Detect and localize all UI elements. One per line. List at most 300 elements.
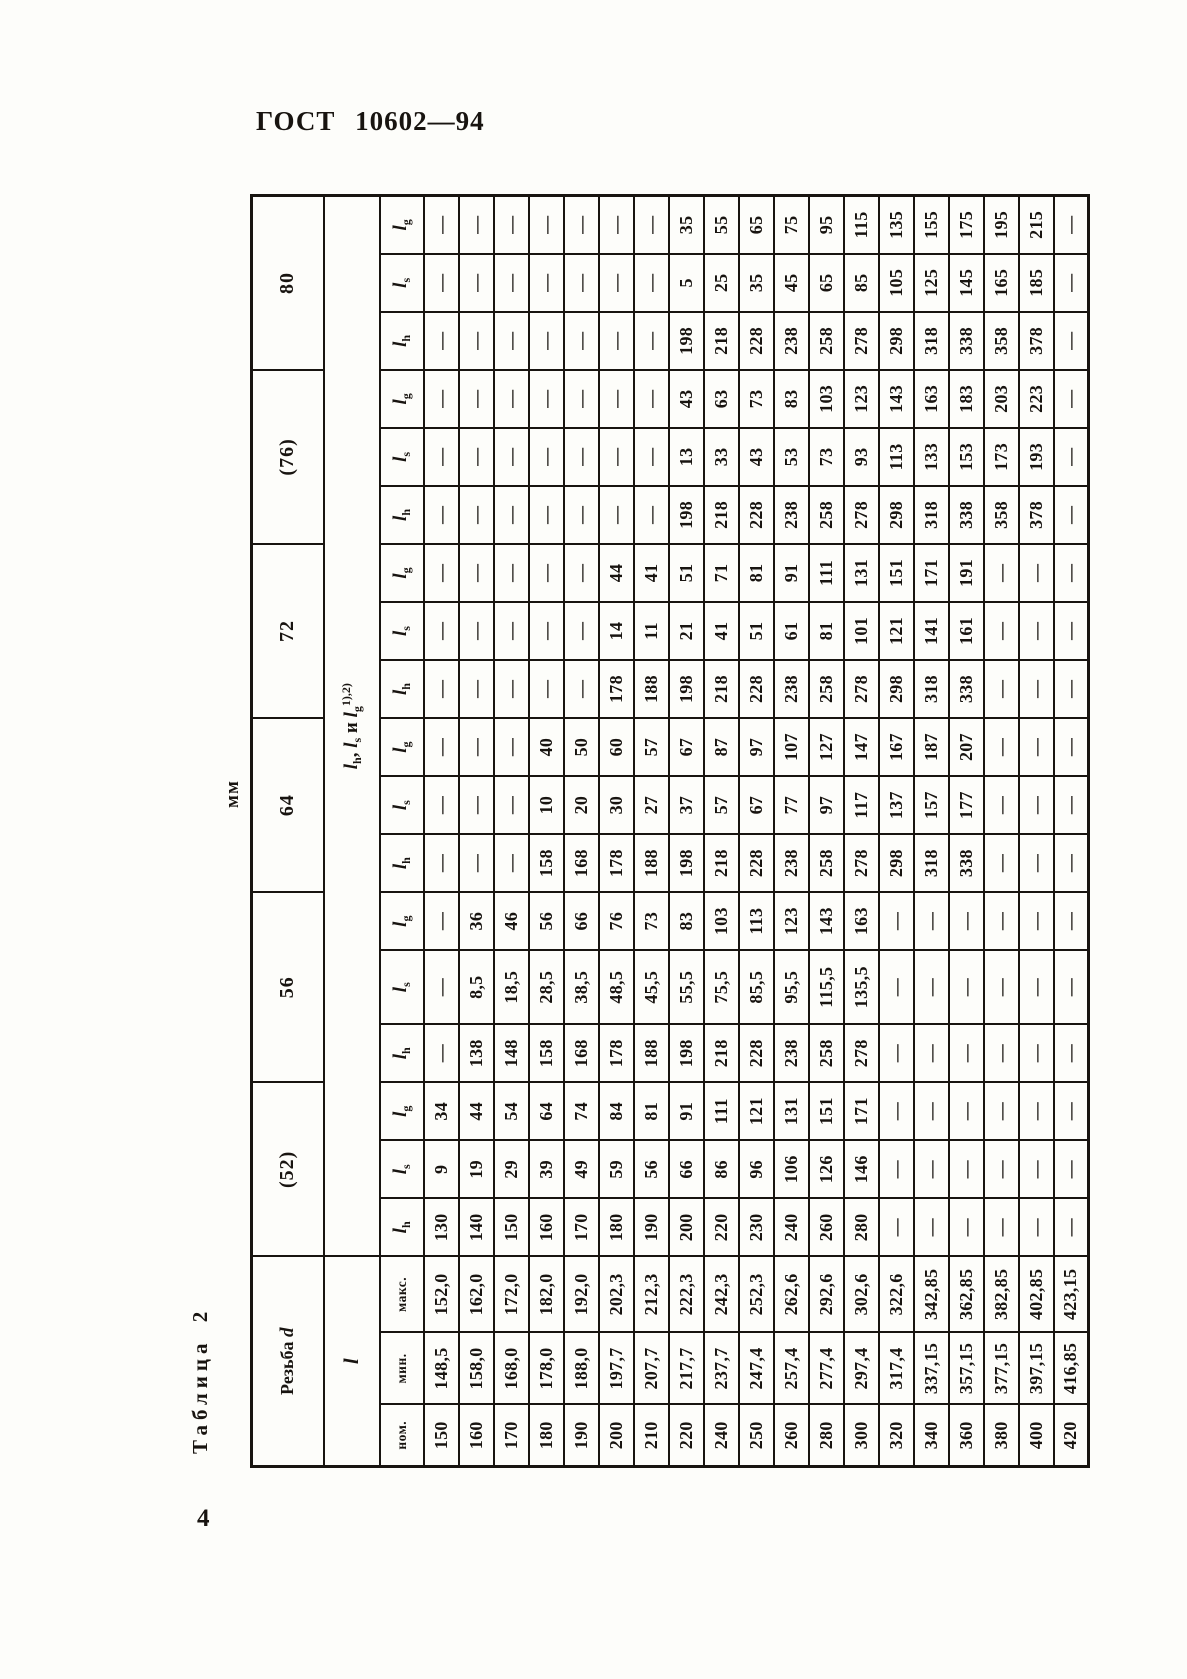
table-row-200 [599,196,634,1467]
cell-56-ls-300: 135,5 [844,950,879,1024]
cell-nom-150: 150 [424,1404,459,1466]
cell-56-ls-150: — [424,950,459,1024]
cell-72-lg-220: 51 [669,544,704,602]
cell-52-lh-400: — [1019,1198,1054,1256]
cell-80-lh-250: 228 [739,312,774,370]
cell-min-340: 337,15 [914,1332,949,1404]
header-dim-ls-52: $l_s$ [380,1140,424,1198]
cell-72-ls-190: — [564,602,599,660]
cell-72-lg-320: 151 [879,544,914,602]
cell-80-lg-160: — [459,196,494,254]
cell-max-200: 202,3 [599,1256,634,1332]
header-dim-ls-64: $l_s$ [380,776,424,834]
cell-52-lg-420: — [1054,1082,1089,1140]
cell-80-lh-200: — [599,312,634,370]
cell-52-lh-150: 130 [424,1198,459,1256]
cell-80-lg-210: — [634,196,669,254]
cell-72-ls-200: 14 [599,602,634,660]
cell-52-lh-160: 140 [459,1198,494,1256]
cell-64-lg-160: — [459,718,494,776]
cell-76-lg-250: 73 [739,370,774,428]
cell-64-lg-210: 57 [634,718,669,776]
cell-64-lg-360: 207 [949,718,984,776]
header-dim-lh-52: $l_h$ [380,1198,424,1256]
cell-76-ls-260: 53 [774,428,809,486]
cell-52-lg-400: — [1019,1082,1054,1140]
cell-64-lg-240: 87 [704,718,739,776]
cell-56-lg-380: — [984,892,1019,950]
header-sub-min: мин. [380,1332,424,1404]
cell-80-lh-360: 338 [949,312,984,370]
cell-80-lg-420: — [1054,196,1089,254]
cell-80-ls-240: 25 [704,254,739,312]
cell-80-ls-260: 45 [774,254,809,312]
cell-76-ls-150: — [424,428,459,486]
cell-nom-220: 220 [669,1404,704,1466]
cell-76-lh-400: 378 [1019,486,1054,544]
cell-min-420: 416,85 [1054,1332,1089,1404]
cell-56-lg-280: 143 [809,892,844,950]
cell-72-lg-200: 44 [599,544,634,602]
cell-76-ls-420: — [1054,428,1089,486]
cell-64-lg-280: 127 [809,718,844,776]
cell-76-ls-340: 133 [914,428,949,486]
cell-64-lg-150: — [424,718,459,776]
cell-56-lh-420: — [1054,1024,1089,1082]
cell-52-lg-280: 151 [809,1082,844,1140]
cell-56-lh-320: — [879,1024,914,1082]
table-row-260 [774,196,809,1467]
cell-76-lg-170: — [494,370,529,428]
cell-64-lg-380: — [984,718,1019,776]
cell-80-lg-240: 55 [704,196,739,254]
header-dim-lg-76: $l_g$ [380,370,424,428]
cell-64-ls-210: 27 [634,776,669,834]
table-row-240 [704,196,739,1467]
cell-52-lg-260: 131 [774,1082,809,1140]
cell-76-lh-210: — [634,486,669,544]
cell-56-lh-240: 218 [704,1024,739,1082]
cell-76-lh-340: 318 [914,486,949,544]
table-row-300 [844,196,879,1467]
cell-52-lg-250: 121 [739,1082,774,1140]
cell-72-lh-250: 228 [739,660,774,718]
cell-64-ls-380: — [984,776,1019,834]
cell-80-ls-380: 165 [984,254,1019,312]
header-group-76: (76) [252,370,324,544]
cell-52-lg-340: — [914,1082,949,1140]
cell-76-ls-160: — [459,428,494,486]
header-dim-lh-56: $l_h$ [380,1024,424,1082]
header-group-52: (52) [252,1082,324,1256]
cell-64-lh-420: — [1054,834,1089,892]
cell-52-lg-190: 74 [564,1082,599,1140]
cell-56-lh-300: 278 [844,1024,879,1082]
cell-52-lg-180: 64 [529,1082,564,1140]
cell-76-lg-260: 83 [774,370,809,428]
cell-max-220: 222,3 [669,1256,704,1332]
cell-80-lh-240: 218 [704,312,739,370]
cell-56-lh-340: — [914,1024,949,1082]
cell-80-ls-170: — [494,254,529,312]
cell-80-ls-190: — [564,254,599,312]
cell-80-lh-180: — [529,312,564,370]
cell-min-150: 148,5 [424,1332,459,1404]
cell-nom-400: 400 [1019,1404,1054,1466]
cell-56-ls-200: 48,5 [599,950,634,1024]
cell-56-lh-380: — [984,1024,1019,1082]
cell-72-ls-360: 161 [949,602,984,660]
cell-56-lh-180: 158 [529,1024,564,1082]
cell-76-ls-280: 73 [809,428,844,486]
cell-52-lg-360: — [949,1082,984,1140]
cell-72-ls-170: — [494,602,529,660]
cell-52-lg-210: 81 [634,1082,669,1140]
cell-80-lg-280: 95 [809,196,844,254]
header-sub-nom: ном. [380,1404,424,1466]
cell-72-lh-150: — [424,660,459,718]
cell-72-lg-360: 191 [949,544,984,602]
cell-80-ls-320: 105 [879,254,914,312]
cell-72-lg-210: 41 [634,544,669,602]
cell-80-ls-280: 65 [809,254,844,312]
cell-72-lg-240: 71 [704,544,739,602]
cell-min-190: 188,0 [564,1332,599,1404]
cell-72-lg-170: — [494,544,529,602]
cell-76-lh-150: — [424,486,459,544]
cell-64-ls-220: 37 [669,776,704,834]
cell-52-lh-190: 170 [564,1198,599,1256]
cell-72-lg-150: — [424,544,459,602]
header-dim-lg-80: $l_g$ [380,196,424,254]
cell-72-lh-360: 338 [949,660,984,718]
cell-nom-200: 200 [599,1404,634,1466]
cell-76-lh-180: — [529,486,564,544]
cell-64-lg-220: 67 [669,718,704,776]
table-header [252,196,424,1467]
cell-76-lg-320: 143 [879,370,914,428]
cell-52-ls-160: 19 [459,1140,494,1198]
cell-72-ls-300: 101 [844,602,879,660]
cell-nom-420: 420 [1054,1404,1089,1466]
cell-56-lh-190: 168 [564,1024,599,1082]
cell-52-ls-340: — [914,1140,949,1198]
cell-64-ls-200: 30 [599,776,634,834]
cell-72-lh-380: — [984,660,1019,718]
cell-76-ls-300: 93 [844,428,879,486]
cell-56-lg-340: — [914,892,949,950]
cell-80-lh-190: — [564,312,599,370]
cell-56-ls-360: — [949,950,984,1024]
header-group-64: 64 [252,718,324,892]
cell-76-ls-170: — [494,428,529,486]
cell-56-lh-220: 198 [669,1024,704,1082]
header-group-80: 80 [252,196,324,370]
header-dim-lg-52: $l_g$ [380,1082,424,1140]
cell-64-lh-400: — [1019,834,1054,892]
cell-52-lg-150: 34 [424,1082,459,1140]
table-body [424,196,1089,1467]
cell-72-ls-320: 121 [879,602,914,660]
rotated-table-area [188,188,1100,1468]
cell-76-lg-200: — [599,370,634,428]
header-thread-d: Резьба d [252,1256,324,1466]
cell-max-170: 172,0 [494,1256,529,1332]
cell-52-lh-360: — [949,1198,984,1256]
cell-56-lh-260: 238 [774,1024,809,1082]
cell-64-lh-320: 298 [879,834,914,892]
cell-64-ls-320: 137 [879,776,914,834]
cell-76-ls-360: 153 [949,428,984,486]
cell-64-ls-150: — [424,776,459,834]
cell-80-lg-320: 135 [879,196,914,254]
cell-56-lg-300: 163 [844,892,879,950]
cell-80-lh-210: — [634,312,669,370]
cell-80-lh-400: 378 [1019,312,1054,370]
table-row-210 [634,196,669,1467]
cell-52-ls-240: 86 [704,1140,739,1198]
cell-76-lg-280: 103 [809,370,844,428]
cell-72-ls-420: — [1054,602,1089,660]
cell-64-ls-170: — [494,776,529,834]
cell-80-ls-300: 85 [844,254,879,312]
cell-64-lg-170: — [494,718,529,776]
cell-76-lh-250: 228 [739,486,774,544]
cell-80-ls-200: — [599,254,634,312]
cell-76-lh-220: 198 [669,486,704,544]
cell-72-ls-400: — [1019,602,1054,660]
cell-max-420: 423,15 [1054,1256,1089,1332]
cell-64-lg-190: 50 [564,718,599,776]
header-dim-lg-64: $l_g$ [380,718,424,776]
header-dim-ls-80: $l_s$ [380,254,424,312]
cell-80-lg-360: 175 [949,196,984,254]
header-dim-lh-76: $l_h$ [380,486,424,544]
cell-nom-190: 190 [564,1404,599,1466]
cell-72-lg-160: — [459,544,494,602]
cell-72-lh-160: — [459,660,494,718]
cell-72-ls-260: 61 [774,602,809,660]
cell-76-ls-240: 33 [704,428,739,486]
cell-76-lg-360: 183 [949,370,984,428]
cell-56-ls-260: 95,5 [774,950,809,1024]
cell-56-lg-200: 76 [599,892,634,950]
cell-76-lg-420: — [1054,370,1089,428]
cell-56-lg-210: 73 [634,892,669,950]
cell-64-lh-220: 198 [669,834,704,892]
cell-72-lh-200: 178 [599,660,634,718]
cell-76-lg-380: 203 [984,370,1019,428]
cell-80-lg-380: 195 [984,196,1019,254]
cell-72-ls-250: 51 [739,602,774,660]
cell-52-lg-320: — [879,1082,914,1140]
cell-72-ls-150: — [424,602,459,660]
cell-56-lg-150: — [424,892,459,950]
table-row-360 [949,196,984,1467]
cell-64-lh-340: 318 [914,834,949,892]
cell-80-ls-420: — [1054,254,1089,312]
table-row-280 [809,196,844,1467]
cell-80-lh-170: — [494,312,529,370]
table-row-420 [1054,196,1089,1467]
table-row-400 [1019,196,1054,1467]
header-group-56: 56 [252,892,324,1082]
cell-max-210: 212,3 [634,1256,669,1332]
cell-80-lg-200: — [599,196,634,254]
cell-64-lh-200: 178 [599,834,634,892]
cell-52-lh-420: — [1054,1198,1089,1256]
table-row-180 [529,196,564,1467]
cell-64-lh-160: — [459,834,494,892]
cell-64-lh-360: 338 [949,834,984,892]
cell-72-lg-250: 81 [739,544,774,602]
cell-nom-300: 300 [844,1404,879,1466]
cell-76-ls-210: — [634,428,669,486]
cell-64-ls-420: — [1054,776,1089,834]
cell-56-lh-160: 138 [459,1024,494,1082]
cell-80-lh-280: 258 [809,312,844,370]
cell-52-lh-260: 240 [774,1198,809,1256]
cell-56-lg-250: 113 [739,892,774,950]
cell-64-lg-300: 147 [844,718,879,776]
cell-72-lg-180: — [529,544,564,602]
cell-76-lg-160: — [459,370,494,428]
cell-76-lg-180: — [529,370,564,428]
units-label: мм [222,780,243,808]
cell-64-lh-260: 238 [774,834,809,892]
cell-80-lh-150: — [424,312,459,370]
cell-64-lh-170: — [494,834,529,892]
cell-76-lh-380: 358 [984,486,1019,544]
cell-76-ls-190: — [564,428,599,486]
cell-72-lh-190: — [564,660,599,718]
cell-80-ls-250: 35 [739,254,774,312]
cell-76-lh-200: — [599,486,634,544]
header-sub-max: макс. [380,1256,424,1332]
table-row-250 [739,196,774,1467]
cell-76-lg-210: — [634,370,669,428]
cell-min-400: 397,15 [1019,1332,1054,1404]
cell-min-180: 178,0 [529,1332,564,1404]
cell-80-lh-320: 298 [879,312,914,370]
cell-76-ls-180: — [529,428,564,486]
cell-56-ls-240: 75,5 [704,950,739,1024]
cell-56-ls-220: 55,5 [669,950,704,1024]
cell-64-lh-210: 188 [634,834,669,892]
cell-80-lh-220: 198 [669,312,704,370]
header-dim-ls-76: $l_s$ [380,428,424,486]
cell-76-ls-380: 173 [984,428,1019,486]
cell-64-lg-320: 167 [879,718,914,776]
cell-72-ls-180: — [529,602,564,660]
cell-72-lh-260: 238 [774,660,809,718]
document-title: ГОСТ 10602—94 [256,106,485,136]
cell-max-320: 322,6 [879,1256,914,1332]
cell-52-ls-300: 146 [844,1140,879,1198]
cell-76-lh-420: — [1054,486,1089,544]
cell-72-lg-190: — [564,544,599,602]
cell-80-lg-150: — [424,196,459,254]
cell-76-lg-240: 63 [704,370,739,428]
cell-64-lh-280: 258 [809,834,844,892]
cell-56-ls-210: 45,5 [634,950,669,1024]
cell-72-lh-320: 298 [879,660,914,718]
cell-76-lh-280: 258 [809,486,844,544]
cell-64-lh-250: 228 [739,834,774,892]
gost-dimension-table [250,194,1090,1468]
cell-72-lh-400: — [1019,660,1054,718]
cell-72-lg-420: — [1054,544,1089,602]
table-row-150 [424,196,459,1467]
cell-max-260: 262,6 [774,1256,809,1332]
cell-72-ls-240: 41 [704,602,739,660]
cell-80-lh-380: 358 [984,312,1019,370]
cell-56-lh-360: — [949,1024,984,1082]
cell-64-lg-340: 187 [914,718,949,776]
cell-52-lh-220: 200 [669,1198,704,1256]
cell-76-lh-240: 218 [704,486,739,544]
cell-64-lh-190: 168 [564,834,599,892]
cell-max-360: 362,85 [949,1256,984,1332]
cell-52-lg-200: 84 [599,1082,634,1140]
cell-64-ls-260: 77 [774,776,809,834]
cell-76-lg-190: — [564,370,599,428]
cell-80-ls-160: — [459,254,494,312]
cell-52-lh-380: — [984,1198,1019,1256]
cell-64-ls-160: — [459,776,494,834]
cell-52-lh-200: 180 [599,1198,634,1256]
cell-56-ls-320: — [879,950,914,1024]
cell-80-ls-150: — [424,254,459,312]
table-row-380 [984,196,1019,1467]
cell-80-ls-360: 145 [949,254,984,312]
cell-56-ls-280: 115,5 [809,950,844,1024]
cell-72-lh-220: 198 [669,660,704,718]
cell-72-ls-220: 21 [669,602,704,660]
cell-52-ls-180: 39 [529,1140,564,1198]
table-row-320 [879,196,914,1467]
cell-80-lh-300: 278 [844,312,879,370]
cell-76-lg-300: 123 [844,370,879,428]
cell-52-ls-190: 49 [564,1140,599,1198]
cell-56-lg-220: 83 [669,892,704,950]
cell-min-380: 377,15 [984,1332,1019,1404]
cell-52-lg-240: 111 [704,1082,739,1140]
cell-64-ls-280: 97 [809,776,844,834]
cell-max-300: 302,6 [844,1256,879,1332]
cell-64-ls-400: — [1019,776,1054,834]
cell-min-260: 257,4 [774,1332,809,1404]
cell-52-lh-180: 160 [529,1198,564,1256]
cell-72-lh-170: — [494,660,529,718]
cell-56-lh-210: 188 [634,1024,669,1082]
cell-80-lg-250: 65 [739,196,774,254]
cell-56-lh-170: 148 [494,1024,529,1082]
header-dim-lh-80: $l_h$ [380,312,424,370]
table-caption: Таблица 2 [188,1306,212,1454]
cell-max-240: 242,3 [704,1256,739,1332]
cell-56-ls-420: — [1054,950,1089,1024]
cell-72-lg-280: 111 [809,544,844,602]
cell-52-ls-250: 96 [739,1140,774,1198]
cell-56-lg-240: 103 [704,892,739,950]
readable-orientation-layer [188,188,1100,1468]
cell-76-lh-190: — [564,486,599,544]
cell-max-340: 342,85 [914,1256,949,1332]
cell-64-lg-200: 60 [599,718,634,776]
cell-80-lg-400: 215 [1019,196,1054,254]
table-row-170 [494,196,529,1467]
